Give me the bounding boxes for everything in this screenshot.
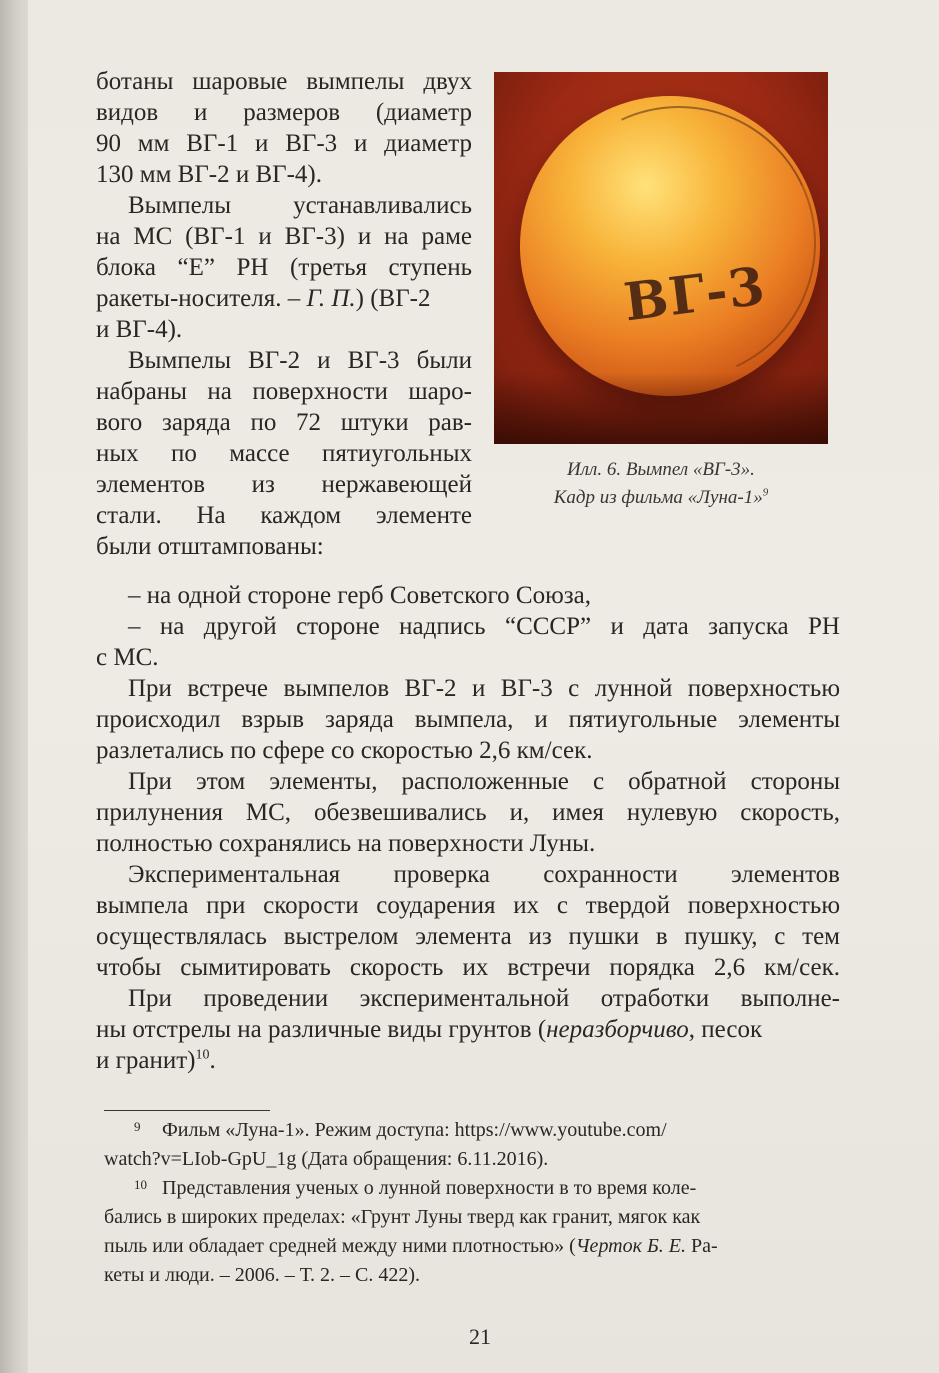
- text-line: Вымпелы устанавливались: [128, 192, 472, 219]
- column-text: [96, 66, 472, 562]
- footnotes: [104, 1116, 840, 1290]
- footnote-10-line: кеты и люди. – 2006. – Т. 2. – С. 422).: [104, 1264, 420, 1286]
- text-line: При проведении экспериментальной отработки выполне-: [128, 985, 840, 1012]
- text-line: ных по массе пятиугольных: [96, 440, 472, 467]
- footnote-text: Фильм «Луна-1». Режим доступа: https://www.youtube.com/: [162, 1119, 667, 1141]
- footnote-10-line: [104, 1174, 840, 1203]
- text-line: стали. На каждом элементе: [96, 502, 472, 529]
- caption-line-1: Илл. 6. Вымпел «ВГ-3».: [567, 459, 755, 480]
- text-segment: ны отстрелы на различные виды грунтов (: [96, 1016, 547, 1043]
- text-line: были отштампованы:: [96, 533, 324, 560]
- text-segment: ракеты-носителя. –: [96, 285, 301, 312]
- text-segment: ) (ВГ-2: [355, 285, 431, 312]
- footnote-10-line: [104, 1232, 840, 1261]
- text-line: ботаны шаровые вымпелы двух: [96, 68, 472, 95]
- text-line: элементов из нержавеющей: [96, 471, 472, 498]
- body-text: [96, 580, 840, 1076]
- photo-shadow: [494, 372, 828, 444]
- text-line: [96, 1014, 840, 1045]
- text-line: набраны на поверхности шаро-: [96, 378, 472, 405]
- footnote-ref-10: 10: [195, 1047, 210, 1063]
- text-line: с МС.: [96, 644, 159, 671]
- footnote-9-line: watch?v=LIob-GpU_1g (Дата обращения: 6.11.2016).: [104, 1148, 549, 1170]
- text-line: [96, 1045, 840, 1076]
- text-line: 90 мм ВГ-1 и ВГ-3 и диаметр: [96, 130, 472, 157]
- footnote-10-line: бались в широких пределах: «Грунт Луны тверд как гранит, мягок как: [104, 1206, 701, 1228]
- text-segment: , песок: [688, 1016, 763, 1043]
- footnote-rule: [104, 1110, 270, 1111]
- text-line: Вымпелы ВГ-2 и ВГ-3 были: [128, 347, 472, 374]
- text-line: чтобы сымитировать скорость их встречи порядка 2,6 км/сек.: [96, 954, 840, 981]
- text-segment: .: [209, 1047, 216, 1074]
- text-line: При встрече вымпелов ВГ-2 и ВГ-3 с лунной поверхностью: [128, 675, 840, 702]
- text-line: – на другой стороне надпись “СССР” и дата запуска РН: [128, 613, 840, 640]
- text-line: вого заряда по 72 штуки рав-: [96, 409, 472, 436]
- sphere-marking: ВГ-3: [620, 255, 769, 334]
- text-line: осуществлялась выстрелом элемента из пушки в пушку, с тем: [96, 923, 840, 950]
- sphere-seam: [503, 72, 828, 419]
- footnote-text: Представления ученых о лунной поверхности в то время коле-: [162, 1177, 697, 1199]
- cited-author: Черток Б. Е.: [575, 1235, 686, 1257]
- text-segment: и гранит): [96, 1047, 196, 1074]
- figure-caption: [494, 456, 828, 512]
- author-initials: Г. П.: [306, 285, 356, 312]
- text-line: разлетались по сфере со скоростью 2,6 км/сек.: [96, 737, 593, 764]
- footnote-9-line: [104, 1116, 840, 1145]
- text-line: Экспериментальная проверка сохранности элементов: [128, 861, 840, 888]
- book-spine: [0, 0, 28, 1373]
- caption-text: Кадр из фильма «Луна-1»: [553, 487, 763, 508]
- text-line: блока “Е” РН (третья ступень: [96, 254, 472, 281]
- text-line: При этом элементы, расположенные с обратной стороны: [128, 768, 840, 795]
- text-line: [96, 283, 472, 314]
- text-line: – на одной стороне герб Советского Союза,: [128, 582, 591, 609]
- page-number: 21: [469, 1324, 491, 1349]
- footnote-number: 10: [134, 1177, 147, 1192]
- text-line: полностью сохранялись на поверхности Луны.: [96, 830, 596, 857]
- caption-footnote-ref: 9: [762, 486, 769, 499]
- pennant-photo: [494, 72, 828, 444]
- text-line: на МС (ВГ-1 и ВГ-3) и на раме: [96, 223, 472, 250]
- illegible-note: неразборчиво: [546, 1016, 689, 1043]
- footnote-number: 9: [134, 1119, 141, 1134]
- footnote-text: Ра-: [686, 1235, 718, 1257]
- caption-line-2: [494, 484, 828, 512]
- text-line: происходил взрыв заряда вымпела, и пятиугольные элементы: [96, 706, 840, 733]
- text-line: 130 мм ВГ-2 и ВГ-4).: [96, 161, 323, 188]
- footnote-text: пыль или обладает средней между ними плотностью» (: [104, 1235, 576, 1257]
- text-line: и ВГ-4).: [96, 316, 183, 343]
- text-line: видов и размеров (диаметр: [96, 99, 472, 126]
- text-line: вымпела при скорости соударения их с твердой поверхностью: [96, 892, 840, 919]
- text-line: прилунения МС, обезвешивались и, имея нулевую скорость,: [96, 799, 840, 826]
